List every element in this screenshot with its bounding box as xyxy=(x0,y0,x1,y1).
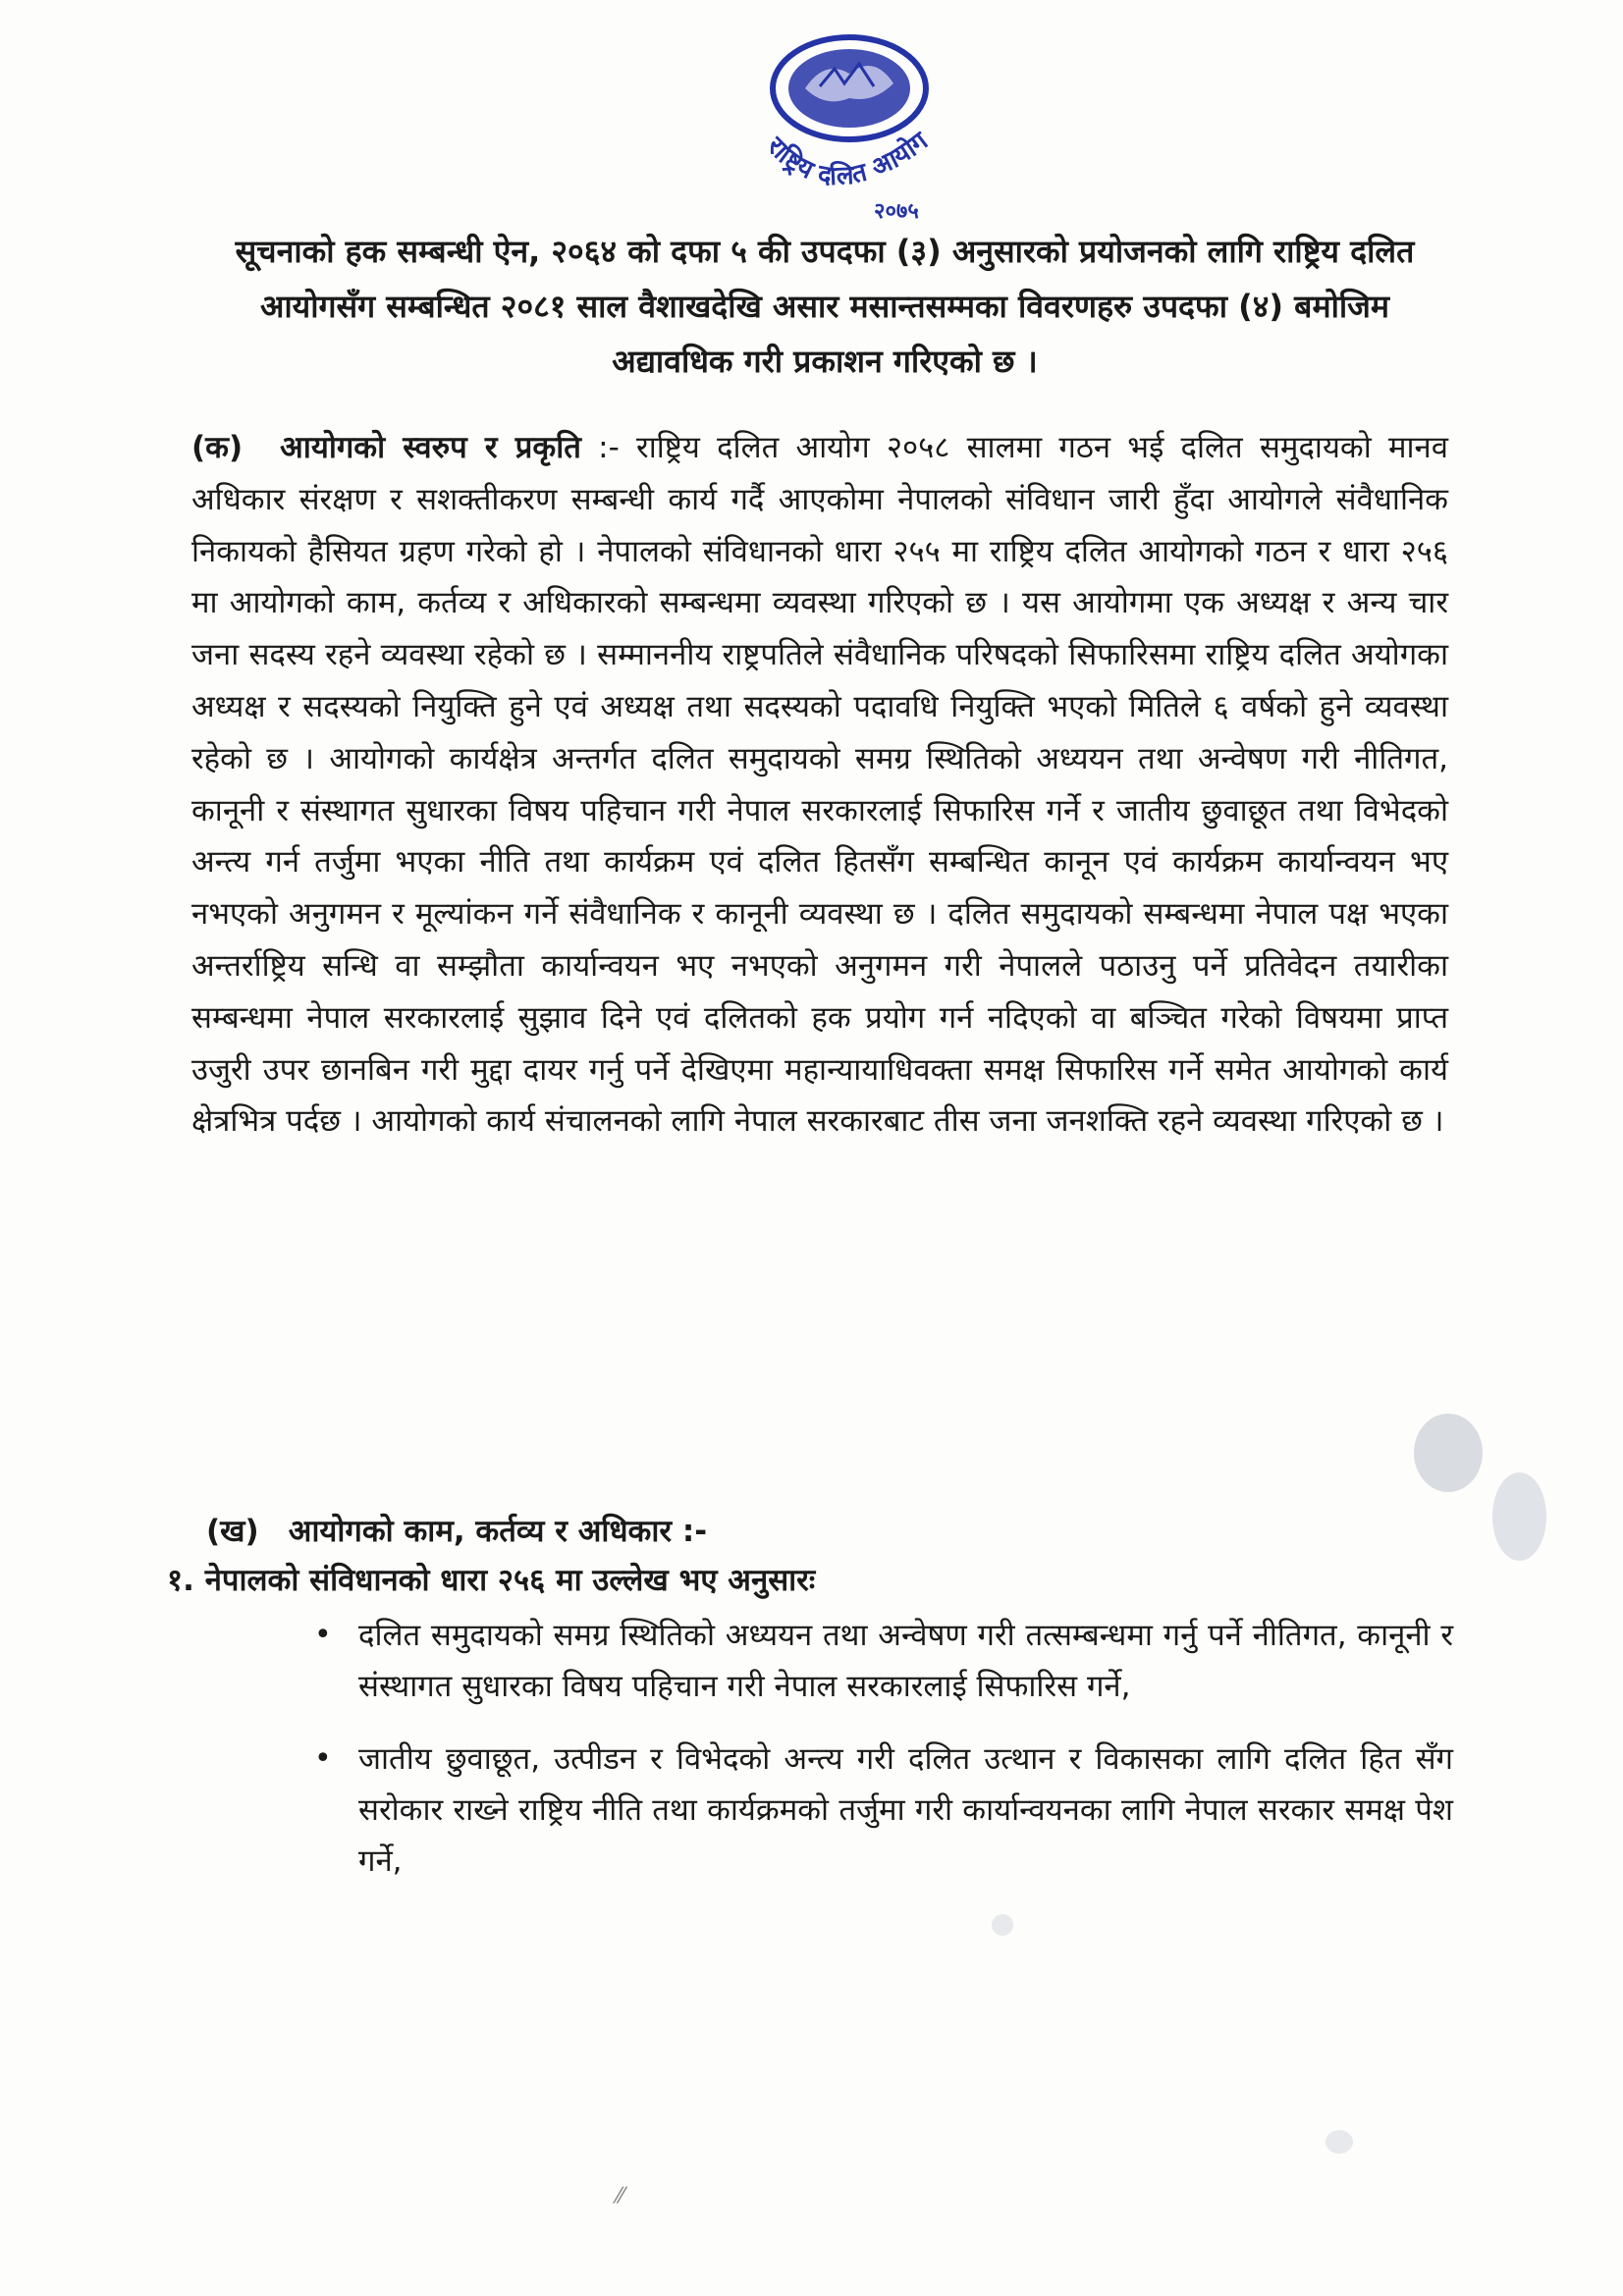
scan-smudge xyxy=(1414,1414,1483,1492)
section-nature-of-commission xyxy=(191,422,1448,1148)
list-item xyxy=(314,1734,1453,1887)
section-ka-heading: आयोगको स्वरुप र प्रकृति xyxy=(280,430,581,465)
svg-text:राष्ट्रिय दलित आयोग xyxy=(760,126,935,191)
commission-seal-stamp xyxy=(727,29,972,226)
subsection-constitution-article-heading: १. नेपालको संविधानको धारा २५६ मा उल्लेख भए अनुसारः xyxy=(167,1563,816,1598)
section-kha-heading-text: आयोगको काम, कर्तव्य र अधिकार :- xyxy=(288,1514,708,1549)
section-kha-label: (ख) xyxy=(206,1514,259,1549)
duties-bullet-list xyxy=(314,1610,1453,1908)
bullet-icon: • xyxy=(314,1618,332,1652)
list-item-text: दलित समुदायको समग्र स्थितिको अध्ययन तथा अन्वेषण गरी तत्सम्बन्धमा गर्नु पर्ने नीतिगत, कानूनी र संस्थागत सुधारका विषय पहिचान गरी नेपाल सरकारलाई सिफारिस गर्ने, xyxy=(358,1618,1453,1704)
scan-smudge xyxy=(992,1914,1013,1936)
section-ka-label: (क) xyxy=(191,430,243,465)
scan-smudge xyxy=(1492,1472,1546,1561)
bullet-icon: • xyxy=(314,1741,332,1776)
seal-text: राष्ट्रिय दलित आयोग xyxy=(760,126,934,192)
intro-paragraph: सूचनाको हक सम्बन्धी ऐन, २०६४ को दफा ५ की उपदफा (३) अनुसारको प्रयोजनको लागि राष्ट्रिय दलित आयोगसँग सम्बन्धित २०८१ साल वैशाखदेखि असार मसान्तसम्मका विवरणहरु उपदफा (४) बमोजिम अद्यावधिक गरी प्रकाशन गरिएको छ । xyxy=(235,233,1415,380)
scan-smudge xyxy=(1325,2130,1353,2154)
section-ka-separator: :- xyxy=(580,430,637,465)
section-ka-body: राष्ट्रिय दलित आयोग २०५८ सालमा गठन भई दलित समुदायको मानव अधिकार संरक्षण र सशक्तीकरण सम्बन्धी कार्य गर्दै आएकोमा नेपालको संविधान जारी हुँदा आयोगले संवैधानिक निकायको हैसियत ग्रहण गरेको हो । नेपालको संविधानको धारा २५५ मा राष्ट्रिय दलित आयोगको गठन र धारा २५६ मा आयोगको काम, कर्तव्य र अधिकारको सम्बन्धमा व्यवस्था गरिएको छ । यस आयोगमा एक अध्यक्ष र अन्य चार जना सदस्य रहने व्यवस्था रहेको छ । सम्माननीय राष्ट्रपतिले संवैधानिक परिषदको सिफारिसमा राष्ट्रिय दलित अयोगका अध्यक्ष र सदस्यको नियुक्ति हुने एवं अध्यक्ष तथा सदस्यको पदावधि नियुक्ति भएको मितिले ६ वर्षको हुने व्यवस्था रहेको छ । आयोगको कार्यक्षेत्र अन्तर्गत दलित समुदायको समग्र स्थितिको अध्ययन तथा अन्वेषण गरी नीतिगत, कानूनी र संस्थागत सुधारका विषय पहिचान गरी नेपाल सरकारलाई सिफारिस गर्ने र जातीय छुवाछूत तथा विभेदको अन्त्य गर्न तर्जुमा भएका नीति तथा कार्यक्रम एवं दलित हितसँग सम्बन्धित कानून एवं कार्यक्रम कार्यान्वयन भए नभएको अनुगमन र मूल्यांकन गर्ने संवैधानिक र कानूनी व्यवस्था छ । दलित समुदायको सम्बन्धमा नेपाल पक्ष भएका अन्तर्राष्ट्रिय सन्धि वा सम्झौता कार्यान्वयन भए नभएको अनुगमन गरी नेपालले पठाउनु पर्ने प्रतिवेदन तयारीका सम्बन्धमा नेपाल सरकारलाई सुझाव दिने एवं दलितको हक प्रयोग गर्न नदिएको वा बञ्चित गरेको विषयमा प्राप्त उजुरी उपर छानबिन गरी मुद्दा दायर गर्नु पर्ने देखिएमा महान्यायाधिवक्ता समक्ष सिफारिस गर्ने समेत आयोगको कार्य क्षेत्रभित्र पर्दछ । आयोगको कार्य संचालनको लागि नेपाल सरकारबाट तीस जना जनशक्ति रहने व्यवस्था गरिएको छ । xyxy=(191,430,1449,1140)
seal-year: २०७५ xyxy=(874,199,919,224)
list-item-text: जातीय छुवाछूत, उत्पीडन र विभेदको अन्त्य गरी दलित उत्थान र विकासका लागि दलित हित सँग सरोकार राख्ने राष्ट्रिय नीति तथा कार्यक्रमको तर्जुमा गरी कार्यान्वयनका लागि नेपाल सरकार समक्ष पेश गर्ने, xyxy=(358,1741,1453,1879)
section-duties-heading xyxy=(206,1507,707,1556)
list-item xyxy=(314,1610,1453,1712)
scan-mark: ⁄⁄ xyxy=(617,2184,624,2209)
